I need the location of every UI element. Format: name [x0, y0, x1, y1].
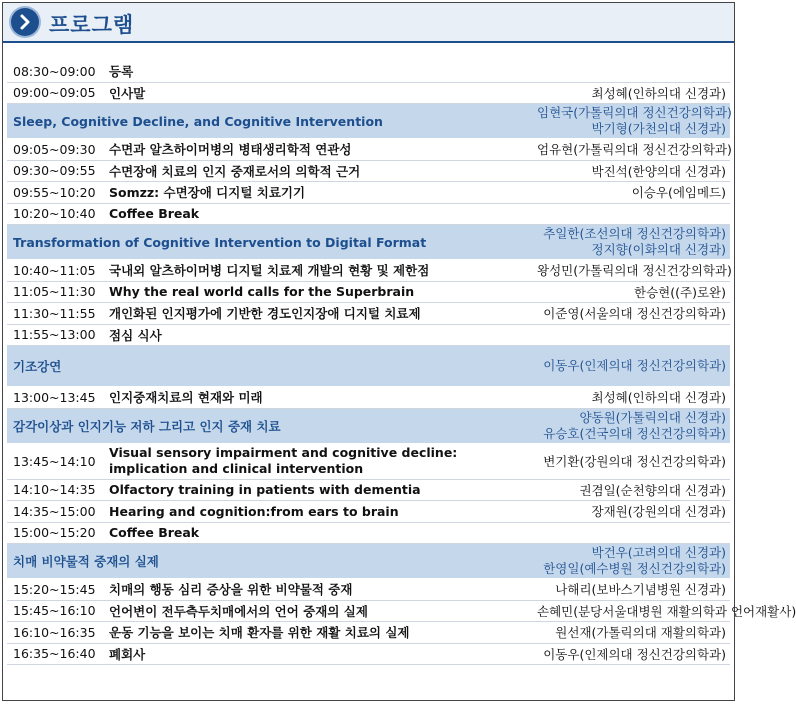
time-slot: 13:45~14:10 [7, 443, 103, 479]
talk-title: 수면과 알츠하이머병의 병태생리학적 연관성 [103, 139, 533, 161]
speaker: 박진석(한양의대 신경과) [533, 160, 730, 182]
page-title: 프로그램 [49, 13, 135, 37]
time-slot: 15:20~15:45 [7, 579, 103, 601]
talk-title: Coffee Break [103, 203, 533, 225]
time-slot: 08:30~09:00 [7, 61, 103, 82]
speaker: 왕성민(가톨릭의대 정신건강의학과) [533, 260, 730, 282]
time-slot: 09:55~10:20 [7, 182, 103, 204]
time-slot: 11:05~11:30 [7, 281, 103, 303]
speaker: 변기환(강원의대 정신건강의학과) [533, 443, 730, 479]
time-slot: 09:05~09:30 [7, 139, 103, 161]
program-header [3, 3, 734, 43]
talk-title: Coffee Break [103, 522, 533, 544]
talk-title: Hearing and cognition:from ears to brain [103, 501, 533, 523]
time-slot: 13:00~13:45 [7, 387, 103, 409]
session-chairs [533, 544, 730, 579]
schedule-row [7, 203, 730, 225]
speaker: 나해리(보바스기념병원 신경과) [533, 579, 730, 601]
time-slot: 09:30~09:55 [7, 160, 103, 182]
time-slot: 16:10~16:35 [7, 622, 103, 644]
chair-name: 이동우(인제의대 정신건강의학과) [543, 358, 726, 373]
session-title: 치매 비약물적 중재의 실제 [7, 544, 533, 579]
schedule-row [7, 61, 730, 82]
chair-name: 추일한(조선의대 정신건강의학과) [543, 226, 726, 241]
speaker: 권겸일(순천향의대 신경과) [533, 479, 730, 501]
schedule-row [7, 501, 730, 523]
chair-name: 박건우(고려의대 신경과) [591, 545, 726, 560]
speaker: 장재원(강원의대 신경과) [533, 501, 730, 523]
session-chairs [533, 225, 730, 260]
schedule-row [7, 82, 730, 104]
schedule-row [7, 643, 730, 665]
talk-title: 인사말 [103, 82, 533, 104]
talk-title: 국내외 알츠하이머병 디지털 치료제 개발의 현황 및 제한점 [103, 260, 533, 282]
talk-title: 치매의 행동 심리 증상을 위한 비약물적 중재 [103, 579, 533, 601]
chair-name: 한영일(예수병원 정신건강의학과) [543, 561, 726, 576]
talk-title: 수면장애 치료의 인지 중재로서의 의학적 근거 [103, 160, 533, 182]
schedule-row [7, 479, 730, 501]
time-slot: 16:35~16:40 [7, 643, 103, 665]
speaker [533, 324, 730, 346]
talk-title: Why the real world calls for the Superbrain [103, 281, 533, 303]
chair-name: 박기형(가천의대 신경과) [591, 121, 726, 136]
schedule-row [7, 600, 730, 622]
session-title: 감각이상과 인지기능 저하 그리고 인지 중재 치료 [7, 408, 533, 443]
time-slot: 10:40~11:05 [7, 260, 103, 282]
schedule-row [7, 260, 730, 282]
schedule-row [7, 522, 730, 544]
chair-name: 정지향(이화의대 신경과) [591, 242, 726, 257]
schedule-row [7, 139, 730, 161]
talk-title: Olfactory training in patients with dementia [103, 479, 533, 501]
speaker: 이동우(인제의대 정신건강의학과) [533, 643, 730, 665]
time-slot: 11:30~11:55 [7, 303, 103, 325]
session-header [7, 408, 730, 443]
session-header [7, 104, 730, 139]
session-header [7, 225, 730, 260]
time-slot: 14:35~15:00 [7, 501, 103, 523]
time-slot: 09:00~09:05 [7, 82, 103, 104]
chevron-right-icon [11, 8, 39, 36]
session-header [7, 346, 730, 387]
schedule-row [7, 579, 730, 601]
talk-title: 등록 [103, 61, 533, 82]
speaker: 이승우(에임메드) [533, 182, 730, 204]
time-slot: 10:20~10:40 [7, 203, 103, 225]
schedule-row [7, 281, 730, 303]
session-title: Sleep, Cognitive Decline, and Cognitive Intervention [7, 104, 533, 139]
speaker [533, 61, 730, 82]
time-slot: 15:45~16:10 [7, 600, 103, 622]
talk-title: 점심 식사 [103, 324, 533, 346]
time-slot: 15:00~15:20 [7, 522, 103, 544]
talk-title: 운동 기능을 보이는 치매 환자를 위한 재활 치료의 실제 [103, 622, 533, 644]
talk-title: 개인화된 인지평가에 기반한 경도인지장애 디지털 치료제 [103, 303, 533, 325]
schedule-row [7, 443, 730, 479]
speaker: 손혜민(분당서울대병원 재활의학과 언어재활사) [533, 600, 730, 622]
speaker [533, 203, 730, 225]
speaker: 이준영(서울의대 정신건강의학과) [533, 303, 730, 325]
talk-title: 인지중재치료의 현재와 미래 [103, 387, 533, 409]
session-chairs [533, 104, 730, 139]
time-slot: 14:10~14:35 [7, 479, 103, 501]
chair-name: 유승호(건국의대 정신건강의학과) [543, 425, 726, 441]
talk-title: Visual sensory impairment and cognitive decline: implication and clinical intervention [103, 443, 533, 479]
speaker [533, 522, 730, 544]
speaker: 원선재(가톨릭의대 재활의학과) [533, 622, 730, 644]
session-chairs [533, 408, 730, 443]
schedule-row [7, 324, 730, 346]
schedule-table [7, 61, 796, 665]
time-slot: 11:55~13:00 [7, 324, 103, 346]
chair-name: 양동원(가톨릭의대 신경과) [579, 409, 726, 425]
speaker: 최성혜(인하의대 신경과) [533, 387, 730, 409]
speaker: 최성혜(인하의대 신경과) [533, 82, 730, 104]
talk-title: 언어변이 전두측두치매에서의 언어 중재의 실제 [103, 600, 533, 622]
schedule-row [7, 622, 730, 644]
talk-title: Somzz: 수면장애 디지털 치료기기 [103, 182, 533, 204]
schedule-row [7, 303, 730, 325]
speaker: 엄유현(가톨릭의대 정신건강의학과) [533, 139, 730, 161]
session-chairs [533, 346, 730, 387]
schedule-row [7, 387, 730, 409]
schedule-row [7, 160, 730, 182]
chair-name: 임현국(가톨릭의대 정신건강의학과) [537, 105, 732, 120]
speaker: 한승현((주)로완) [533, 281, 730, 303]
schedule-row [7, 182, 730, 204]
session-header [7, 544, 730, 579]
session-title: 기조강연 [7, 346, 533, 387]
session-title: Transformation of Cognitive Intervention to Digital Format [7, 225, 533, 260]
program-panel [2, 2, 796, 701]
talk-title: 폐회사 [103, 643, 533, 665]
